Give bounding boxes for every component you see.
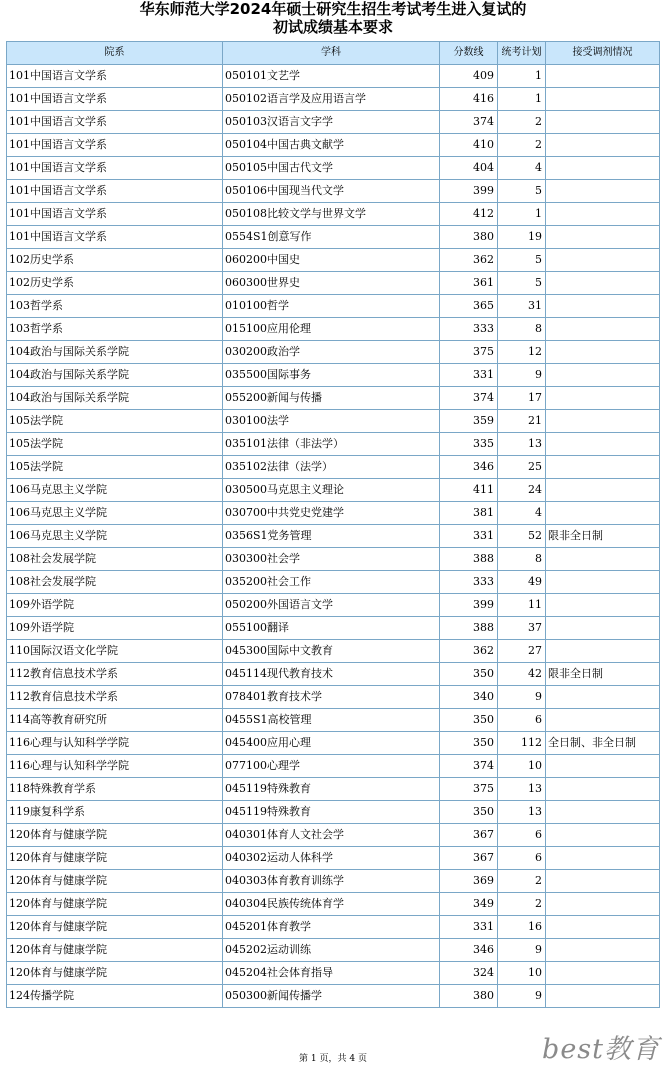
- cell-score: 375: [440, 778, 498, 801]
- cell-plan: 2: [498, 134, 546, 157]
- cell-subject: 050200外国语言文学: [223, 594, 440, 617]
- cell-adjustment: [546, 341, 660, 364]
- cell-subject: 045202运动训练: [223, 939, 440, 962]
- table-row: [7, 341, 660, 364]
- cell-plan: 1: [498, 88, 546, 111]
- cell-department: 103哲学系: [7, 318, 223, 341]
- cell-plan: 31: [498, 295, 546, 318]
- cell-department: 120体育与健康学院: [7, 824, 223, 847]
- table-row: [7, 318, 660, 341]
- cell-score: 362: [440, 249, 498, 272]
- cell-score: 399: [440, 180, 498, 203]
- cell-adjustment: [546, 88, 660, 111]
- cell-subject: 055200新闻与传播: [223, 387, 440, 410]
- cell-score: 388: [440, 617, 498, 640]
- watermark-logo: best教育: [542, 1034, 660, 1065]
- table-row: [7, 65, 660, 88]
- cell-score: 416: [440, 88, 498, 111]
- cell-adjustment: [546, 456, 660, 479]
- cell-adjustment: 限非全日制: [546, 525, 660, 548]
- cell-adjustment: [546, 686, 660, 709]
- cell-score: 404: [440, 157, 498, 180]
- cell-adjustment: [546, 387, 660, 410]
- cell-subject: 050300新闻传播学: [223, 985, 440, 1008]
- cell-subject: 0455S1高校管理: [223, 709, 440, 732]
- cell-plan: 4: [498, 502, 546, 525]
- cell-plan: 5: [498, 249, 546, 272]
- cell-department: 106马克思主义学院: [7, 479, 223, 502]
- cell-adjustment: [546, 847, 660, 870]
- cell-subject: 035101法律（非法学）: [223, 433, 440, 456]
- cell-plan: 19: [498, 226, 546, 249]
- cell-subject: 030700中共党史党建学: [223, 502, 440, 525]
- cell-score: 350: [440, 663, 498, 686]
- table-header-row: [7, 42, 660, 65]
- cell-adjustment: [546, 226, 660, 249]
- table-row: [7, 824, 660, 847]
- cell-score: 412: [440, 203, 498, 226]
- cell-score: 324: [440, 962, 498, 985]
- cell-plan: 6: [498, 847, 546, 870]
- cell-score: 409: [440, 65, 498, 88]
- table-row: [7, 962, 660, 985]
- cell-department: 120体育与健康学院: [7, 962, 223, 985]
- header-adjustment: 接受调剂情况: [546, 42, 660, 65]
- cell-plan: 12: [498, 341, 546, 364]
- cell-score: 374: [440, 755, 498, 778]
- cell-adjustment: [546, 617, 660, 640]
- cell-department: 102历史学系: [7, 272, 223, 295]
- document-title-line2: 初试成绩基本要求: [272, 18, 393, 36]
- table-row: [7, 111, 660, 134]
- cell-adjustment: [546, 594, 660, 617]
- table-row: [7, 870, 660, 893]
- cell-adjustment: [546, 249, 660, 272]
- cell-subject: 045400应用心理: [223, 732, 440, 755]
- table-row: [7, 387, 660, 410]
- table-row: [7, 732, 660, 755]
- cell-adjustment: [546, 180, 660, 203]
- header-subject: 学科: [223, 42, 440, 65]
- table-row: [7, 617, 660, 640]
- cell-score: 380: [440, 985, 498, 1008]
- cell-subject: 0554S1创意写作: [223, 226, 440, 249]
- cell-department: 101中国语言文学系: [7, 65, 223, 88]
- cell-subject: 045204社会体育指导: [223, 962, 440, 985]
- cell-subject: 015100应用伦理: [223, 318, 440, 341]
- cell-score: 350: [440, 709, 498, 732]
- cell-adjustment: [546, 364, 660, 387]
- cell-plan: 13: [498, 433, 546, 456]
- cell-subject: 030200政治学: [223, 341, 440, 364]
- cell-score: 331: [440, 916, 498, 939]
- cell-department: 120体育与健康学院: [7, 893, 223, 916]
- cell-subject: 035500国际事务: [223, 364, 440, 387]
- cell-adjustment: [546, 893, 660, 916]
- cell-subject: 050108比较文学与世界文学: [223, 203, 440, 226]
- cell-subject: 050102语言学及应用语言学: [223, 88, 440, 111]
- cell-subject: 040304民族传统体育学: [223, 893, 440, 916]
- cell-score: 350: [440, 801, 498, 824]
- cell-plan: 8: [498, 548, 546, 571]
- header-department: 院系: [7, 42, 223, 65]
- table-row: [7, 157, 660, 180]
- table-row: [7, 686, 660, 709]
- cell-score: 331: [440, 364, 498, 387]
- cell-adjustment: [546, 916, 660, 939]
- cell-plan: 8: [498, 318, 546, 341]
- cell-plan: 6: [498, 824, 546, 847]
- cell-score: 335: [440, 433, 498, 456]
- cell-score: 346: [440, 456, 498, 479]
- cell-adjustment: [546, 985, 660, 1008]
- cell-department: 105法学院: [7, 456, 223, 479]
- cell-score: 346: [440, 939, 498, 962]
- cell-department: 124传播学院: [7, 985, 223, 1008]
- cell-adjustment: [546, 870, 660, 893]
- cell-department: 105法学院: [7, 410, 223, 433]
- cell-department: 114高等教育研究所: [7, 709, 223, 732]
- cell-plan: 13: [498, 801, 546, 824]
- cell-subject: 050106中国现当代文学: [223, 180, 440, 203]
- cell-plan: 10: [498, 962, 546, 985]
- cell-subject: 010100哲学: [223, 295, 440, 318]
- cell-subject: 030100法学: [223, 410, 440, 433]
- cell-department: 106马克思主义学院: [7, 502, 223, 525]
- cell-department: 104政治与国际关系学院: [7, 341, 223, 364]
- cell-score: 367: [440, 847, 498, 870]
- cell-plan: 37: [498, 617, 546, 640]
- table-row: [7, 985, 660, 1008]
- cell-plan: 9: [498, 364, 546, 387]
- cell-subject: 045119特殊教育: [223, 801, 440, 824]
- cell-department: 112教育信息技术学系: [7, 663, 223, 686]
- cell-subject: 060200中国史: [223, 249, 440, 272]
- cell-plan: 112: [498, 732, 546, 755]
- cell-subject: 040302运动人体科学: [223, 847, 440, 870]
- table-row: [7, 249, 660, 272]
- cell-subject: 077100心理学: [223, 755, 440, 778]
- table-row: [7, 663, 660, 686]
- table-row: [7, 778, 660, 801]
- cell-adjustment: [546, 571, 660, 594]
- cell-department: 112教育信息技术学系: [7, 686, 223, 709]
- cell-adjustment: [546, 709, 660, 732]
- cell-score: 381: [440, 502, 498, 525]
- cell-plan: 10: [498, 755, 546, 778]
- header-score-line: 分数线: [440, 42, 498, 65]
- table-row: [7, 571, 660, 594]
- cell-score: 333: [440, 318, 498, 341]
- cell-adjustment: 限非全日制: [546, 663, 660, 686]
- cell-score: 380: [440, 226, 498, 249]
- table-row: [7, 295, 660, 318]
- cell-subject: 030300社会学: [223, 548, 440, 571]
- cell-department: 120体育与健康学院: [7, 870, 223, 893]
- page-number: 第 1 页，共 4 页: [299, 1054, 367, 1064]
- cell-department: 109外语学院: [7, 594, 223, 617]
- cell-subject: 030500马克思主义理论: [223, 479, 440, 502]
- cell-score: 349: [440, 893, 498, 916]
- table-row: [7, 502, 660, 525]
- cell-adjustment: [546, 433, 660, 456]
- cell-plan: 1: [498, 203, 546, 226]
- cell-plan: 9: [498, 939, 546, 962]
- table-row: [7, 180, 660, 203]
- cell-adjustment: [546, 801, 660, 824]
- cell-subject: 045300国际中文教育: [223, 640, 440, 663]
- cell-department: 101中国语言文学系: [7, 226, 223, 249]
- cell-adjustment: [546, 939, 660, 962]
- cell-subject: 078401教育技术学: [223, 686, 440, 709]
- cell-score: 333: [440, 571, 498, 594]
- cell-plan: 17: [498, 387, 546, 410]
- cell-plan: 42: [498, 663, 546, 686]
- cell-subject: 050104中国古典文献学: [223, 134, 440, 157]
- cell-plan: 27: [498, 640, 546, 663]
- cell-score: 362: [440, 640, 498, 663]
- cell-adjustment: [546, 824, 660, 847]
- cell-score: 367: [440, 824, 498, 847]
- cell-score: 340: [440, 686, 498, 709]
- cell-plan: 13: [498, 778, 546, 801]
- cell-plan: 52: [498, 525, 546, 548]
- score-table: [6, 41, 660, 1008]
- cell-department: 110国际汉语文化学院: [7, 640, 223, 663]
- table-row: [7, 847, 660, 870]
- cell-subject: 050101文艺学: [223, 65, 440, 88]
- cell-subject: 040303体育教育训练学: [223, 870, 440, 893]
- table-row: [7, 755, 660, 778]
- cell-subject: 035200社会工作: [223, 571, 440, 594]
- table-row: [7, 525, 660, 548]
- cell-plan: 24: [498, 479, 546, 502]
- cell-adjustment: [546, 548, 660, 571]
- cell-department: 104政治与国际关系学院: [7, 364, 223, 387]
- cell-subject: 045119特殊教育: [223, 778, 440, 801]
- table-row: [7, 364, 660, 387]
- table-row: [7, 433, 660, 456]
- cell-subject: 050105中国古代文学: [223, 157, 440, 180]
- cell-plan: 1: [498, 65, 546, 88]
- cell-plan: 25: [498, 456, 546, 479]
- cell-plan: 9: [498, 985, 546, 1008]
- table-row: [7, 916, 660, 939]
- cell-adjustment: [546, 272, 660, 295]
- table-row: [7, 88, 660, 111]
- cell-plan: 11: [498, 594, 546, 617]
- cell-subject: 060300世界史: [223, 272, 440, 295]
- table-row: [7, 939, 660, 962]
- cell-department: 116心理与认知科学学院: [7, 755, 223, 778]
- cell-adjustment: [546, 962, 660, 985]
- cell-plan: 21: [498, 410, 546, 433]
- cell-plan: 2: [498, 111, 546, 134]
- table-row: [7, 410, 660, 433]
- cell-department: 120体育与健康学院: [7, 847, 223, 870]
- cell-department: 116心理与认知科学学院: [7, 732, 223, 755]
- header-plan: 统考计划: [498, 42, 546, 65]
- cell-adjustment: [546, 502, 660, 525]
- cell-score: 359: [440, 410, 498, 433]
- cell-subject: 045114现代教育技术: [223, 663, 440, 686]
- cell-score: 361: [440, 272, 498, 295]
- cell-adjustment: [546, 778, 660, 801]
- cell-department: 101中国语言文学系: [7, 180, 223, 203]
- cell-department: 101中国语言文学系: [7, 111, 223, 134]
- cell-score: 365: [440, 295, 498, 318]
- cell-department: 118特殊教育学系: [7, 778, 223, 801]
- cell-score: 388: [440, 548, 498, 571]
- cell-adjustment: [546, 111, 660, 134]
- cell-score: 350: [440, 732, 498, 755]
- cell-adjustment: [546, 410, 660, 433]
- table-body: [7, 65, 660, 1008]
- table-row: [7, 893, 660, 916]
- cell-adjustment: [546, 157, 660, 180]
- cell-department: 109外语学院: [7, 617, 223, 640]
- cell-adjustment: [546, 755, 660, 778]
- cell-adjustment: [546, 134, 660, 157]
- cell-plan: 4: [498, 157, 546, 180]
- cell-score: 369: [440, 870, 498, 893]
- cell-subject: 035102法律（法学）: [223, 456, 440, 479]
- cell-adjustment: 全日制、非全日制: [546, 732, 660, 755]
- cell-plan: 5: [498, 180, 546, 203]
- table-row: [7, 272, 660, 295]
- document-title-line1: 华东师范大学2024年硕士研究生招生考试考生进入复试的: [139, 0, 527, 18]
- cell-plan: 5: [498, 272, 546, 295]
- cell-subject: 050103汉语言文字学: [223, 111, 440, 134]
- cell-department: 119康复科学系: [7, 801, 223, 824]
- cell-department: 108社会发展学院: [7, 571, 223, 594]
- table-row: [7, 801, 660, 824]
- cell-score: 331: [440, 525, 498, 548]
- cell-score: 399: [440, 594, 498, 617]
- cell-adjustment: [546, 203, 660, 226]
- cell-department: 102历史学系: [7, 249, 223, 272]
- table-row: [7, 640, 660, 663]
- cell-adjustment: [546, 295, 660, 318]
- cell-department: 104政治与国际关系学院: [7, 387, 223, 410]
- cell-plan: 9: [498, 686, 546, 709]
- table-row: [7, 594, 660, 617]
- cell-department: 101中国语言文学系: [7, 88, 223, 111]
- table-row: [7, 456, 660, 479]
- table-row: [7, 709, 660, 732]
- cell-score: 375: [440, 341, 498, 364]
- cell-score: 410: [440, 134, 498, 157]
- cell-subject: 0356S1党务管理: [223, 525, 440, 548]
- table-row: [7, 548, 660, 571]
- cell-department: 120体育与健康学院: [7, 939, 223, 962]
- cell-adjustment: [546, 640, 660, 663]
- cell-subject: 045201体育教学: [223, 916, 440, 939]
- cell-subject: 055100翻译: [223, 617, 440, 640]
- cell-score: 411: [440, 479, 498, 502]
- cell-plan: 2: [498, 893, 546, 916]
- table-row: [7, 134, 660, 157]
- cell-score: 374: [440, 387, 498, 410]
- cell-department: 103哲学系: [7, 295, 223, 318]
- table-row: [7, 226, 660, 249]
- cell-adjustment: [546, 65, 660, 88]
- cell-department: 101中国语言文学系: [7, 157, 223, 180]
- cell-department: 101中国语言文学系: [7, 203, 223, 226]
- table-row: [7, 479, 660, 502]
- cell-department: 105法学院: [7, 433, 223, 456]
- cell-department: 108社会发展学院: [7, 548, 223, 571]
- cell-adjustment: [546, 318, 660, 341]
- cell-department: 120体育与健康学院: [7, 916, 223, 939]
- table-row: [7, 203, 660, 226]
- cell-plan: 16: [498, 916, 546, 939]
- cell-plan: 6: [498, 709, 546, 732]
- cell-department: 106马克思主义学院: [7, 525, 223, 548]
- cell-plan: 2: [498, 870, 546, 893]
- cell-plan: 49: [498, 571, 546, 594]
- cell-score: 374: [440, 111, 498, 134]
- cell-department: 101中国语言文学系: [7, 134, 223, 157]
- cell-subject: 040301体育人文社会学: [223, 824, 440, 847]
- cell-adjustment: [546, 479, 660, 502]
